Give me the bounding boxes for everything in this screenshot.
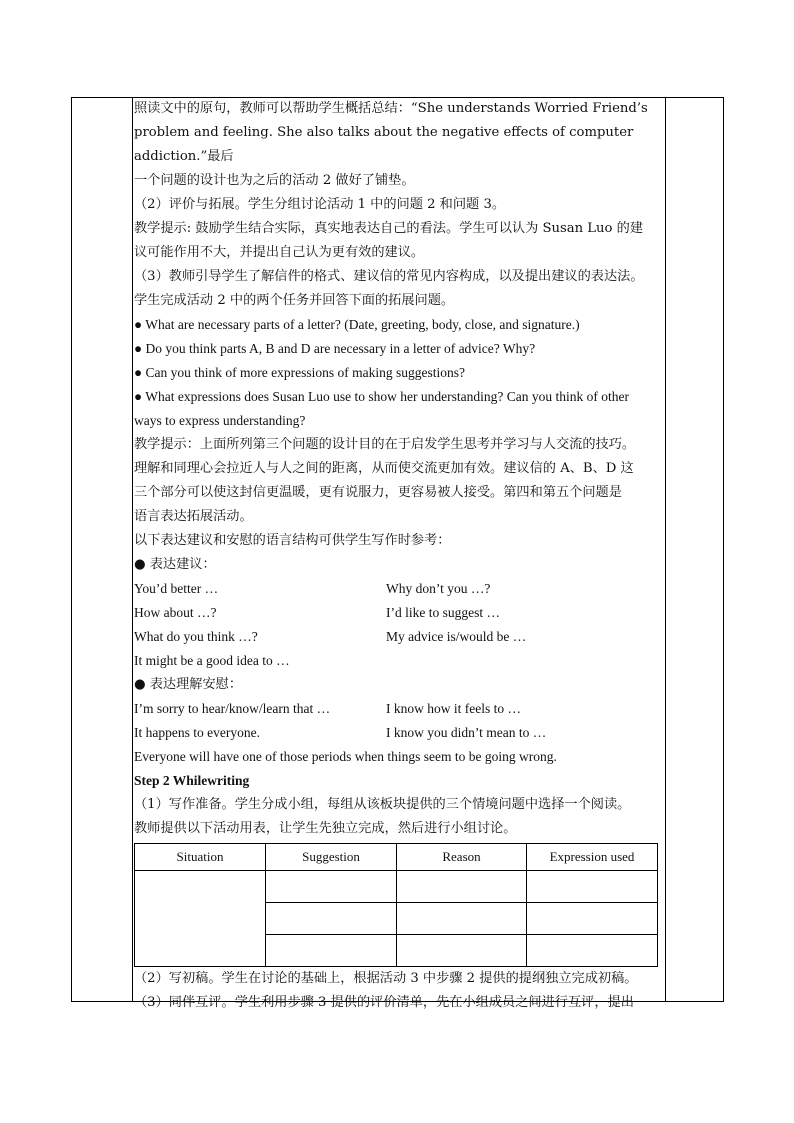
activity-table xyxy=(134,843,658,967)
suggest-row: It might be a good idea to … xyxy=(134,653,290,668)
paragraph-line: （3）教师引导学生了解信件的格式、建议信的常见内容构成，以及提出建议的表达法。 xyxy=(134,269,644,284)
table-cell[interactable] xyxy=(266,871,397,903)
paragraph-line: 照读文中的原句，教师可以帮助学生概括总结：“She understands Worried Friend’s xyxy=(134,101,648,116)
paragraph-line: 教学提示: 鼓励学生结合实际，真实地表达自己的看法。学生可以认为 Susan Luo 的建 xyxy=(134,221,644,236)
paragraph-line: 教师提供以下活动用表，让学生先独立完成，然后进行小组讨论。 xyxy=(134,821,517,836)
paragraph-line: （1）写作准备。学生分成小组，每组从该板块提供的三个情境问题中选择一个阅读。 xyxy=(134,797,631,812)
paragraph-line: problem and feeling. She also talks about the negative effects of computer addiction.”最后 xyxy=(134,125,634,164)
comfort-heading: ● 表达理解安慰： xyxy=(134,677,243,692)
question-bullet: ● Can you think of more expressions of making suggestions? xyxy=(134,365,465,380)
table-cell[interactable] xyxy=(527,935,658,967)
table-cell[interactable] xyxy=(527,903,658,935)
paragraph-line: 三个部分可以使这封信更温暖，更有说服力，更容易被人接受。第四和第五个问题是 xyxy=(134,485,622,500)
table-cell[interactable] xyxy=(266,935,397,967)
column-divider-right xyxy=(665,97,666,1001)
table-header: Reason xyxy=(397,844,527,871)
paragraph-line: 议可能作用不大，并提出自己认为更有效的建议。 xyxy=(134,245,425,260)
suggest-row: You’d better … Why don’t you …? xyxy=(134,581,491,596)
question-bullet-continued: ways to express understanding? xyxy=(134,413,306,428)
paragraph-line: 理解和同理心会拉近人与人之间的距离，从而使交流更加有效。建议信的 A、B、D 这 xyxy=(134,461,634,476)
step2-title: Step 2 Whilewriting xyxy=(134,773,250,788)
table-header: Situation xyxy=(135,844,266,871)
document-body xyxy=(134,97,664,1015)
suggest-heading: ● 表达建议： xyxy=(134,557,216,572)
suggest-row: How about …? I’d like to suggest … xyxy=(134,605,500,620)
table-cell[interactable] xyxy=(527,871,658,903)
table-header: Expression used xyxy=(527,844,658,871)
paragraph-line: （3）同伴互评。学生利用步骤 3 提供的评价清单，先在小组成员之间进行互评，提出 xyxy=(134,995,634,1010)
question-bullet: ● What expressions does Susan Luo use to show her understanding? Can you think of other xyxy=(134,389,629,404)
paragraph-line: 一个问题的设计也为之后的活动 2 做好了铺垫。 xyxy=(134,173,415,188)
paragraph-line: 教学提示：上面所列第三个问题的设计目的在于启发学生思考并学习与人交流的技巧。 xyxy=(134,437,636,452)
comfort-row: It happens to everyone. I know you didn’t mean to … xyxy=(134,725,547,740)
question-bullet: ● What are necessary parts of a letter? (Date, greeting, body, close, and signature.) xyxy=(134,317,580,332)
paragraph-line: （2）评价与拓展。学生分组讨论活动 1 中的问题 2 和问题 3。 xyxy=(134,197,506,212)
table-cell[interactable] xyxy=(397,871,527,903)
comfort-row: I’m sorry to hear/know/learn that … I know how it feels to … xyxy=(134,701,521,716)
table-header: Suggestion xyxy=(266,844,397,871)
paragraph-line: 学生完成活动 2 中的两个任务并回答下面的拓展问题。 xyxy=(134,293,455,308)
table-cell[interactable] xyxy=(397,935,527,967)
table-cell[interactable] xyxy=(266,903,397,935)
paragraph-line: 语言表达拓展活动。 xyxy=(134,509,253,524)
suggest-row: What do you think …? My advice is/would be … xyxy=(134,629,527,644)
paragraph-line: 以下表达建议和安慰的语言结构可供学生写作时参考： xyxy=(134,533,451,548)
question-bullet: ● Do you think parts A, B and D are necessary in a letter of advice? Why? xyxy=(134,341,536,356)
table-cell[interactable] xyxy=(397,903,527,935)
paragraph-line: （2）写初稿。学生在讨论的基础上，根据活动 3 中步骤 2 提供的提纲独立完成初稿。 xyxy=(134,971,638,986)
table-cell-situation[interactable] xyxy=(135,871,266,967)
column-divider-left xyxy=(132,97,133,1001)
comfort-last: Everyone will have one of those periods when things seem to be going wrong. xyxy=(134,749,557,764)
